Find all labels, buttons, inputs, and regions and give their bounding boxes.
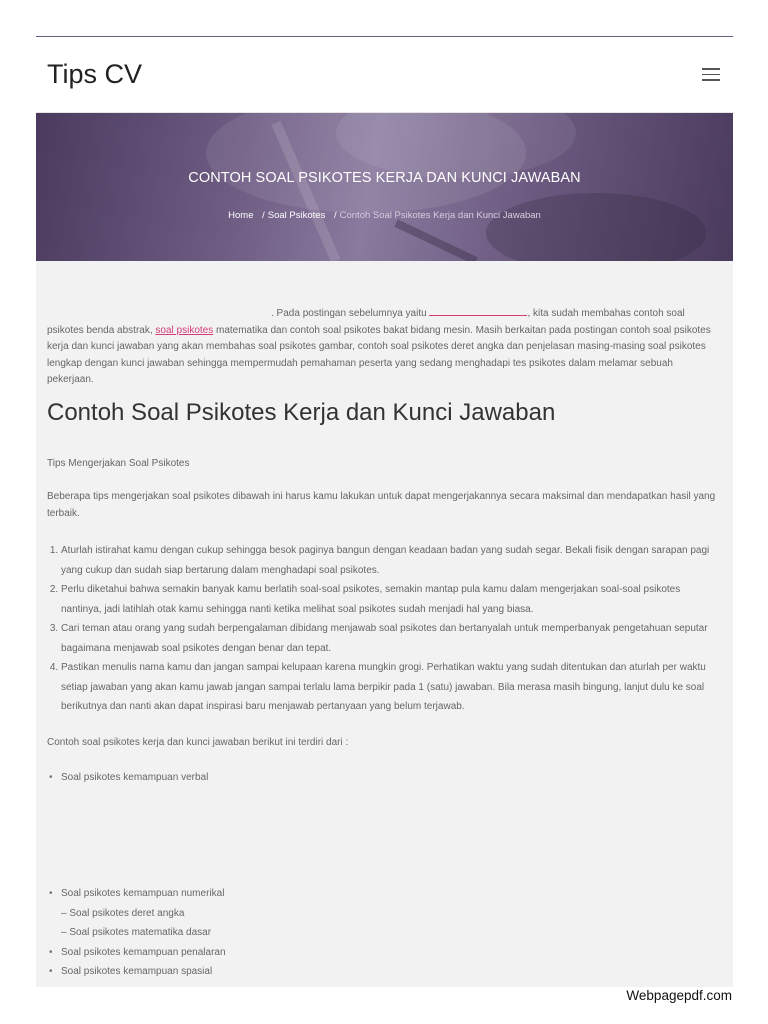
breadcrumb-separator: / xyxy=(262,210,265,221)
hero-banner xyxy=(36,113,733,261)
list-item: – Soal psikotes deret angka xyxy=(61,907,185,919)
site-title[interactable]: Tips CV xyxy=(47,59,143,89)
article-heading: Contoh Soal Psikotes Kerja dan Kunci Jawaban xyxy=(47,399,556,426)
list-item: 2. Perlu diketahui bahwa semakin banyak kamu berlatih soal-soal psikotes, semakin mantap pula kamu dalam mengerjakan soal-soal psikotes nantinya, jadi latihlah otak kamu sehingga nanti ketika melihat soal psikotes sudah menjadi hal yang biasa. xyxy=(61,580,722,619)
list-item: 1. Aturlah istirahat kamu dengan cukup sehingga besok paginya bangun dengan keadaan badan yang sudah segar. Bekali fisik dengan sarapan pagi yang cukup dan sudah siap bertarung dalam menghadapi soal psikotes. xyxy=(61,541,722,580)
breadcrumb-current: Contoh Soal Psikotes Kerja dan Kunci Jawaban xyxy=(339,210,541,221)
breadcrumb-home-link[interactable]: Home xyxy=(228,210,254,221)
intro-paragraph xyxy=(47,305,722,389)
intro-text: matematika dan contoh soal psikotes bakat bidang mesin. Masih berkaitan pada postingan contoh soal psikotes kerja dan kunci jawaban yang akan membahas soal psikotes gambar, contoh soal psikotes deret angka dan penjelasan masing-masing soal psikotes lengkap dengan kunci jawaban sehingga mempermudah pemahaman peserta yang sedang menghadapi tes psikotes dalam melamar sebuah pekerjaan. xyxy=(47,324,711,385)
list-item: 3. Cari teman atau orang yang sudah berpengalaman dibidang menjawab soal psikotes dan bertanyalah untuk memperbanyak pengetahuan seputar bagaimana menjawab soal psikotes dengan benar dan tepat. xyxy=(61,619,722,658)
tips-title: Tips Mengerjakan Soal Psikotes xyxy=(47,458,190,469)
previous-post-link[interactable] xyxy=(429,305,527,316)
types-intro: Contoh soal psikotes kerja dan kunci jawaban berikut ini terdiri dari : xyxy=(47,737,349,748)
list-item: – Soal psikotes matematika dasar xyxy=(61,927,212,938)
intro-text: . Pada postingan sebelumnya yaitu xyxy=(271,308,430,319)
tips-intro: Beberapa tips mengerjakan soal psikotes dibawah ini harus kamu lakukan untuk dapat mengerjakannya secara maksimal dan mendapatkan hasil yang terbaik. xyxy=(47,491,716,519)
site-header xyxy=(36,37,733,113)
intro-text: , kita sudah membahas contoh soal psikotes benda abstrak, xyxy=(47,308,685,336)
types-list xyxy=(47,884,722,982)
breadcrumb-category-link[interactable]: Soal Psikotes xyxy=(267,210,326,221)
breadcrumb xyxy=(36,210,733,221)
hamburger-menu-icon[interactable] xyxy=(702,68,720,81)
hero-background-image xyxy=(36,113,733,261)
page-frame xyxy=(36,36,733,987)
types-list-verbal xyxy=(47,768,722,788)
list-item: • Soal psikotes kemampuan penalaran xyxy=(61,943,722,963)
list-item: • Soal psikotes kemampuan spasial xyxy=(61,962,722,982)
page-title: CONTOH SOAL PSIKOTES KERJA DAN KUNCI JAWABAN xyxy=(188,170,581,186)
list-item: • Soal psikotes kemampuan verbal xyxy=(61,768,722,788)
tips-list xyxy=(47,541,722,717)
breadcrumb-separator: / xyxy=(333,210,337,221)
watermark-brand: Webpagepdf.com xyxy=(626,988,732,1003)
list-item: • Soal psikotes kemampuan numerikal xyxy=(61,884,722,904)
soal-psikotes-link[interactable]: soal psikotes xyxy=(155,324,214,336)
list-item: 4. Pastikan menulis nama kamu dan jangan sampai kelupaan karena mungkin grogi. Perhatikan waktu yang sudah ditentukan dan aturlah per waktu setiap jawaban yang akan kamu jawab jangan sampai terlalu lama berpikir pada 1 (satu) jawaban. Bila merasa masih bingung, lanjut dulu ke soal berikutnya dan nanti akan dapat inspirasi baru menjawab pertanyaan yang belum terjawab. xyxy=(61,658,722,717)
